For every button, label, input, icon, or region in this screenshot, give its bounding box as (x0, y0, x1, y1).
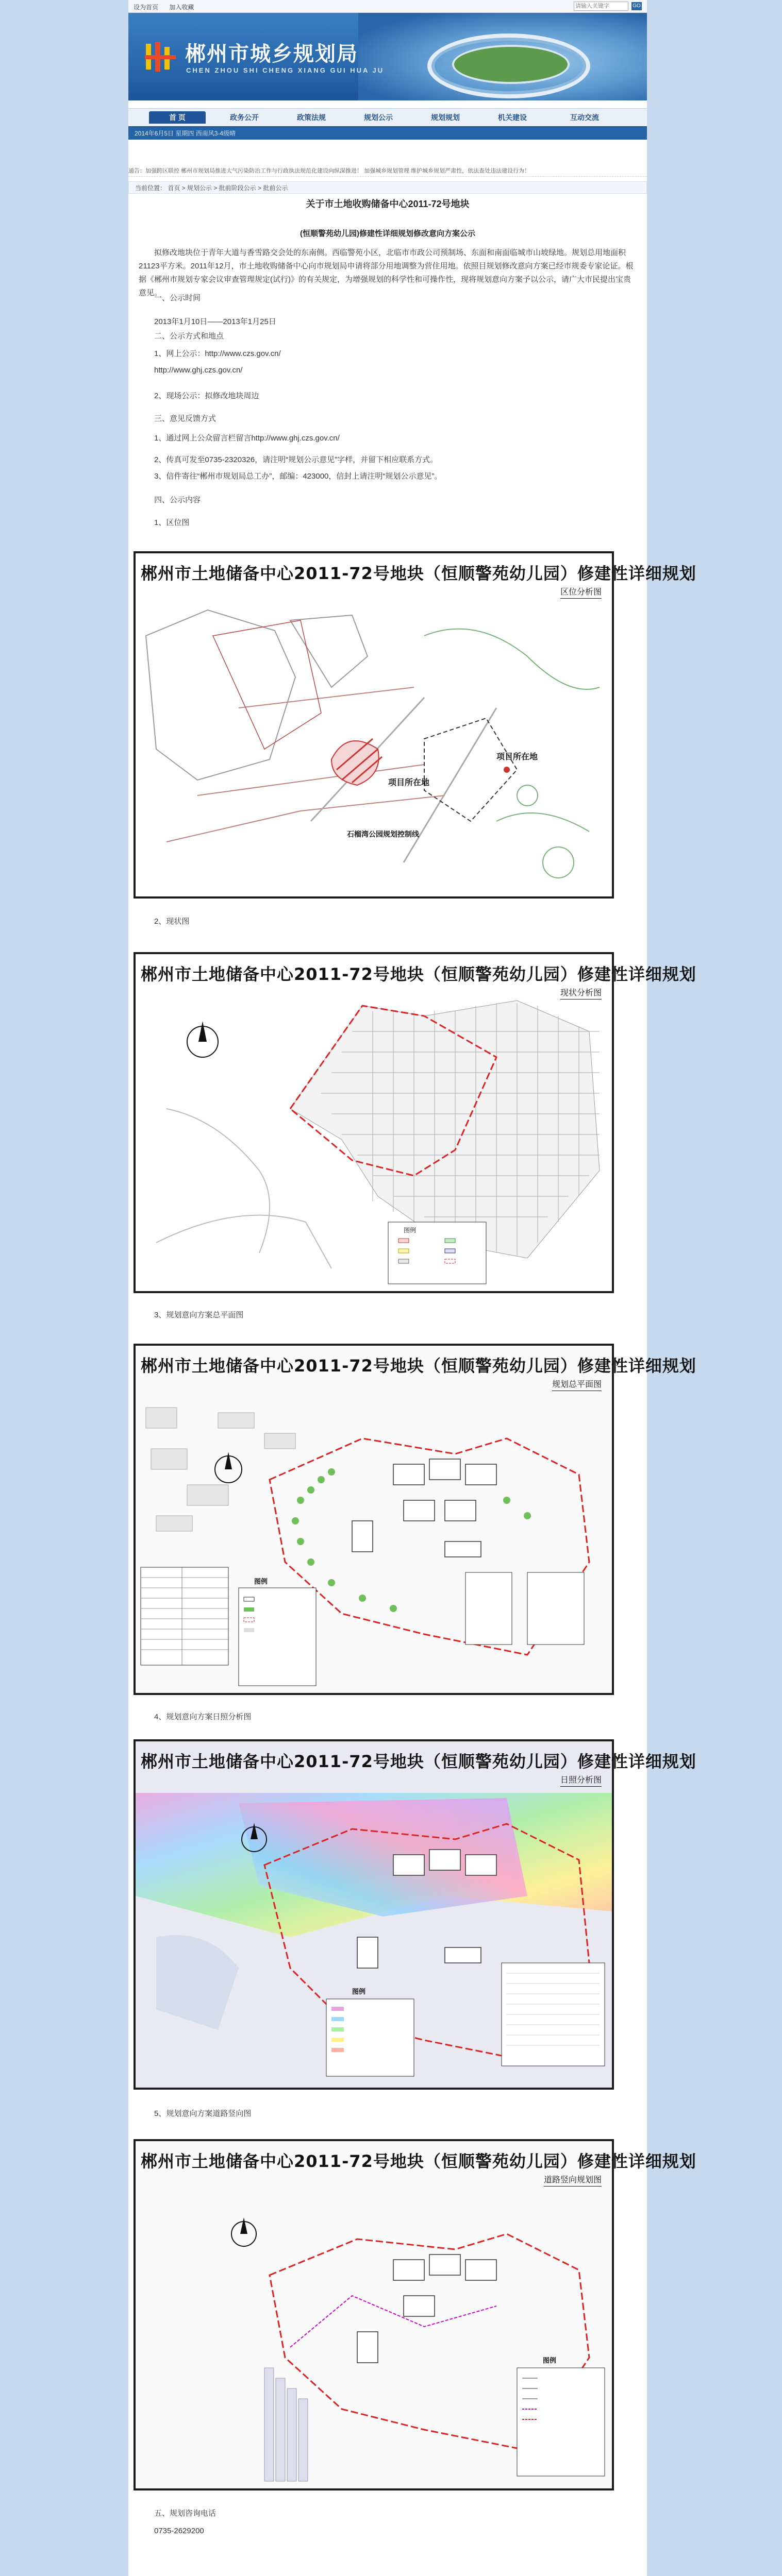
top-utility-bar (128, 0, 647, 13)
master-legend-label: 图例 (254, 1578, 268, 1585)
nav-plan-notice[interactable]: 规划公示 (364, 113, 393, 122)
plan-subtitle-road: 道路竖向规划图 (544, 2173, 602, 2187)
master-plan-figure (134, 1344, 696, 1695)
current-situation-figure (134, 952, 696, 1293)
nav-plan[interactable]: 规划规划 (431, 113, 460, 122)
main-nav (128, 108, 647, 128)
item-master-plan: 3、规划意向方案总平面图 (154, 1311, 244, 1319)
sunlight-legend-label: 图例 (352, 1988, 366, 1995)
plan-subtitle-master: 规划总平面图 (552, 1378, 602, 1391)
notice-period: 2013年1月10日——2013年1月25日 (154, 317, 276, 326)
nav-interact[interactable]: 互动交流 (570, 113, 599, 122)
location-map-figure (134, 551, 696, 899)
section-content-heading: 四、公示内容 (154, 496, 201, 504)
item-road-vertical: 5、规划意向方案道路竖向图 (154, 2109, 252, 2118)
feedback-fax: 2、传真可发至0735-2320326，请注明“规划公示意见”字样，并留下相应联系方式。 (154, 455, 438, 464)
search-button[interactable]: GO (631, 2, 642, 10)
plan-subtitle-sunlight: 日照分析图 (560, 1773, 602, 1787)
section-time-heading: 一、公示时间 (154, 294, 201, 302)
date-weather-text: 2014年6月5日 星期四 西南风3-4级晴 (135, 130, 236, 137)
method-onsite: 2、现场公示：拟修改地块周边 (154, 392, 259, 400)
plan-subtitle-location: 区位分析图 (560, 585, 602, 599)
plan-subtitle-current: 现状分析图 (560, 986, 602, 999)
article-title: 关于市土地收购储备中心2011-72号地块 (306, 199, 470, 209)
site-title-pinyin: CHEN ZHOU SHI CHENG XIANG GUI HUA JU (186, 66, 385, 74)
page-wrapper (128, 0, 696, 2576)
consult-phone: 0735-2629200 (154, 2527, 204, 2535)
add-favorite-link[interactable]: 加入收藏 (169, 4, 194, 11)
feedback-online: 1、通过网上公众留言栏留言http://www.ghj.czs.gov.cn/ (154, 434, 340, 443)
road-vertical-figure (134, 2139, 696, 2490)
sunlight-analysis-figure (134, 1739, 696, 2090)
road-legend-label: 图例 (543, 2357, 557, 2364)
project-site-label-2: 项目所在地 (496, 753, 538, 761)
nav-org[interactable]: 机关建设 (498, 113, 527, 122)
plan-title-location: 郴州市土地储备中心2011-72号地块（恒顺警苑幼儿园）修建性详细规划 (141, 564, 696, 583)
site-title: 郴州市城乡规划局 (185, 42, 358, 66)
current-situation-drawing (136, 954, 612, 1291)
search-input[interactable] (574, 2, 628, 11)
project-site-label-1: 项目所在地 (388, 778, 430, 787)
section-phone-heading: 五、规划咨询电话 (154, 2509, 217, 2518)
date-weather-bar (128, 127, 647, 140)
plan-title-current: 郴州市土地储备中心2011-72号地块（恒顺警苑幼儿园）修建性详细规划 (141, 964, 696, 984)
road-vertical-drawing (136, 2141, 612, 2488)
section-feedback-heading: 三、意见反馈方式 (154, 414, 217, 423)
feedback-mail: 3、信件寄往“郴州市规划局总工办”，邮编：423000，信封上请注明“规划公示意见”。 (154, 472, 442, 481)
breadcrumb: 当前位置： 首页 > 规划公示 > 批前阶段公示 > 批前公示 (128, 181, 647, 194)
nav-gov-info[interactable]: 政务公开 (230, 113, 259, 122)
location-map-drawing (136, 553, 612, 896)
article-intro: 拟修改地块位于青年大道与香雪路交会处的东南侧。西临警苑小区，北临市市政公司预制场、东面和南面临城市山坡绿地。规划总用地面积21123平方米。2011年12月，市土地收购储备中心向市规划局申请将部分用地调整为营住用地。依照目规划修改意向方案已经市规委专家论证。根据《郴州市规划专家会议审查管理规定(试行)》的有关规定，为增强规划的科学性和可操作性，现将规划意向方案予以公示，请广大市民提出宝贵意见。 (139, 248, 634, 297)
nav-policy[interactable]: 政策法规 (297, 113, 326, 122)
item-location-map: 1、区位图 (154, 518, 190, 527)
nav-home[interactable]: 首 页 (149, 111, 206, 124)
current-legend-label: 图例 (404, 1227, 417, 1234)
item-current-map: 2、现状图 (154, 917, 190, 926)
sunlight-analysis-drawing (136, 1741, 612, 2088)
master-plan-drawing (136, 1346, 612, 1693)
site-banner (128, 13, 647, 100)
park-control-line-label: 石榴湾公园规划控制线 (347, 830, 419, 838)
notice-ticker[interactable]: 通告：加强跨区联控 郴州市规划局推进大气污染防治工作与行政执法规范化建设向纵深推进！ 加强城乡规划管理 维护城乡规划严肃性，依法查处违法建设行为！ (128, 166, 647, 177)
item-sunlight-analysis: 4、规划意向方案日照分析图 (154, 1713, 252, 1721)
plan-title-master: 郴州市土地储备中心2011-72号地块（恒顺警苑幼儿园）修建性详细规划 (141, 1356, 696, 1376)
stadium-field-image (452, 45, 570, 84)
method-online-2[interactable]: http://www.ghj.czs.gov.cn/ (154, 366, 243, 375)
plan-title-road: 郴州市土地储备中心2011-72号地块（恒顺警苑幼儿园）修建性详细规划 (141, 2151, 696, 2171)
article-subtitle: (恒顺警苑幼儿园)修建性详细规划修改意向方案公示 (300, 229, 475, 238)
section-method-heading: 二、公示方式和地点 (154, 332, 224, 341)
set-home-link[interactable]: 设为首页 (134, 4, 159, 11)
bureau-logo-icon (144, 40, 180, 76)
method-online[interactable]: 1、网上公示：http://www.czs.gov.cn/ (154, 349, 281, 358)
plan-title-sunlight: 郴州市土地储备中心2011-72号地块（恒顺警苑幼儿园）修建性详细规划 (141, 1752, 696, 1771)
